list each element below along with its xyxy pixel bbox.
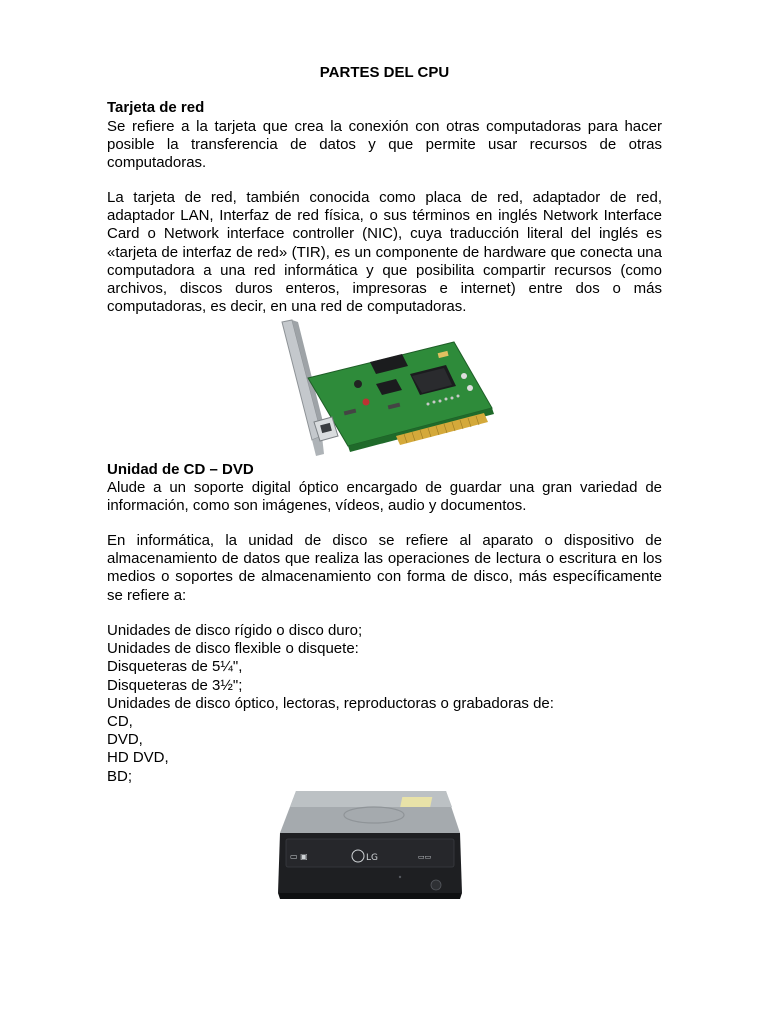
list-item: CD, — [107, 713, 133, 731]
disk-unit-list — [107, 622, 554, 786]
list-item: Unidades de disco rígido o disco duro; — [107, 622, 363, 639]
paragraph-tarjeta-detalle: La tarjeta de red, también conocida como placa de red, adaptador de red, adaptador LAN, Interfaz de red física, o sus términos en inglés Network Interface Card o Network interface controller (NIC), cuya traducción literal del inglés es «tarjeta de interfaz de red» (TIR), es un componente de hardware que conecta una computadora a una red informática y que posibilita compartir recursos (como archivos, discos duros enteros, impresoras e internet) entre dos o más computadoras, es decir, en una red de computadoras. — [107, 189, 662, 316]
list-item: Disqueteras de 5¼", — [107, 658, 243, 676]
dvd-brand-label: LG — [366, 853, 378, 863]
paragraph-unidad-detalle: En informática, la unidad de disco se refiere al aparato o dispositivo de almacenamiento de datos que realiza las operaciones de lectura o escritura en los medios o soportes de almacenamiento con forma de disco, más específicamente se refiere a: — [107, 532, 662, 604]
list-item: Unidades de disco flexible o disquete: — [107, 640, 359, 658]
list-item: BD; — [107, 767, 133, 785]
list-item: HD DVD, — [107, 749, 169, 767]
paragraph-tarjeta-intro: Se refiere a la tarjeta que crea la conexión con otras computadoras para hacer posible la transferencia de datos y que permite usar recursos de otras computadoras. — [107, 118, 662, 172]
list-item: DVD, — [107, 731, 143, 749]
network-card-photo-icon — [278, 318, 506, 460]
page-title: PARTES DEL CPU — [319, 64, 450, 81]
paragraph-unidad-intro: Alude a un soporte digital óptico encargado de guardar una gran variedad de información, como son imágenes, vídeos, audio y documentos. — [107, 479, 662, 515]
section-heading-tarjeta-de-red: Tarjeta de red — [107, 99, 205, 116]
svg-text:▭▭: ▭▭ — [418, 853, 432, 861]
list-item: Disqueteras de 3½"; — [107, 676, 243, 694]
dvd-drive-photo-icon — [276, 789, 464, 901]
section-heading-unidad-cd-dvd: Unidad de CD – DVD — [107, 461, 254, 478]
svg-text:▭ ▣: ▭ ▣ — [290, 852, 308, 861]
list-item: Unidades de disco óptico, lectoras, reproductoras o grabadoras de: — [107, 694, 554, 712]
